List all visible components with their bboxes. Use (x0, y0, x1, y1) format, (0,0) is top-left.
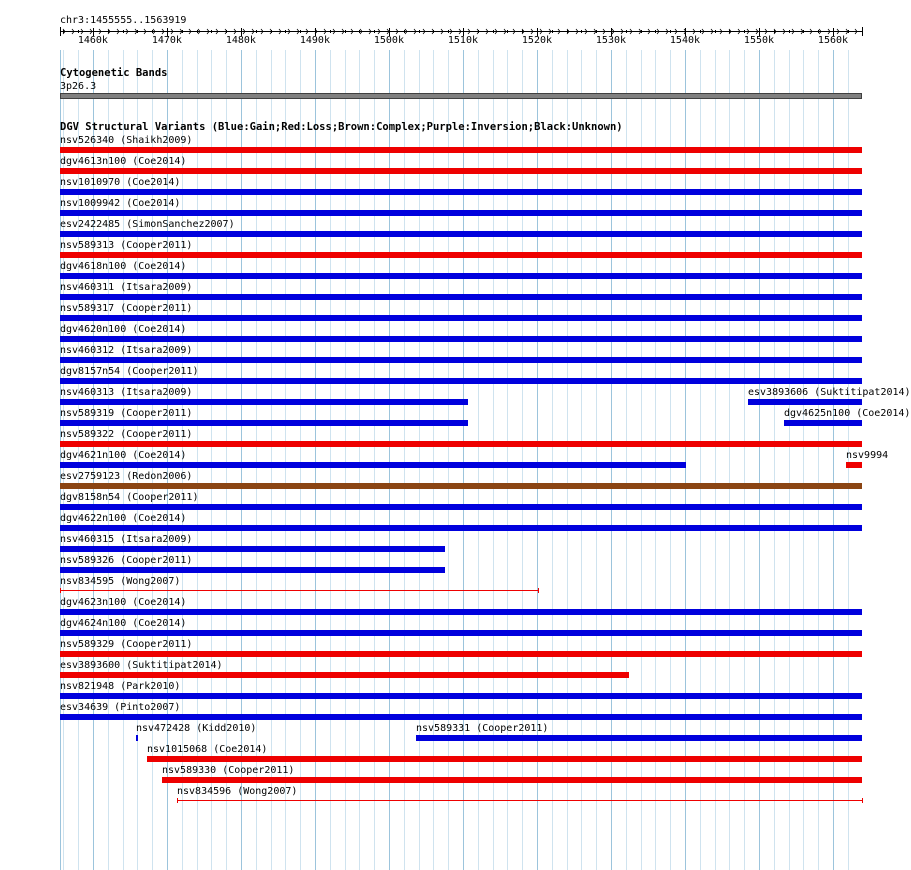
cytoband-label: 3p26.3 (60, 81, 97, 92)
sv-feature-label: dgv4613n100 (Coe2014) (60, 156, 187, 167)
sv-feature-bar[interactable] (60, 630, 862, 636)
sv-feature-label: esv34639 (Pinto2007) (60, 702, 181, 713)
sv-feature-label: nsv589329 (Cooper2011) (60, 639, 193, 650)
sv-feature-bar[interactable] (60, 609, 862, 615)
sv-feature-bar[interactable] (60, 399, 468, 405)
sv-feature-bar[interactable] (60, 147, 862, 153)
sv-feature-label: dgv4624n100 (Coe2014) (60, 618, 187, 629)
sv-feature-bar[interactable] (60, 273, 862, 279)
sv-feature-label: esv3893606 (Suktitipat2014) (748, 387, 911, 398)
sv-feature-bar[interactable] (60, 546, 445, 552)
sv-feature-line[interactable] (177, 800, 862, 801)
tick-label: 1560k (817, 35, 849, 46)
sv-feature-label: nsv589330 (Cooper2011) (162, 765, 295, 776)
sv-feature-label: nsv834596 (Wong2007) (177, 786, 298, 797)
sv-feature-bar[interactable] (60, 189, 862, 195)
sv-feature-bar[interactable] (162, 777, 862, 783)
sv-feature-label: nsv9994 (846, 450, 889, 461)
sv-feature-bar[interactable] (60, 168, 862, 174)
sv-feature-bar[interactable] (60, 231, 862, 237)
dgv-track-title: DGV Structural Variants (Blue:Gain;Red:Loss;Brown:Complex;Purple:Inversion;Black:Unknown) (60, 121, 623, 133)
sv-feature-label: nsv589326 (Cooper2011) (60, 555, 193, 566)
tick-label: 1520k (521, 35, 553, 46)
sv-feature-bar[interactable] (60, 693, 862, 699)
sv-feature-label: dgv8158n54 (Cooper2011) (60, 492, 199, 503)
tick-label: 1480k (225, 35, 256, 46)
sv-feature-label: nsv460312 (Itsara2009) (60, 345, 193, 356)
sv-feature-bar[interactable] (147, 756, 862, 762)
sv-feature-label: nsv589331 (Cooper2011) (416, 723, 549, 734)
sv-feature-endtick (538, 588, 539, 593)
sv-feature-bar[interactable] (60, 672, 629, 678)
cytoband-track-title: Cytogenetic Bands (60, 67, 168, 79)
tick-label: 1530k (595, 35, 627, 46)
sv-feature-label: dgv4623n100 (Coe2014) (60, 597, 187, 608)
locus-label: chr3:1455555..1563919 (60, 15, 187, 26)
sv-feature-bar[interactable] (60, 483, 862, 489)
sv-feature-label: nsv589322 (Cooper2011) (60, 429, 193, 440)
sv-feature-bar[interactable] (846, 462, 862, 468)
sv-feature-label: nsv1010970 (Coe2014) (60, 177, 181, 188)
sv-feature-bar[interactable] (784, 420, 862, 426)
sv-feature-label: nsv526340 (Shaikh2009) (60, 135, 193, 146)
tick-label: 1510k (447, 35, 478, 46)
sv-feature-bar[interactable] (136, 735, 138, 741)
tick-label: 1550k (743, 35, 775, 46)
sv-feature-label: esv2759123 (Redon2006) (60, 471, 193, 482)
tick-label: 1460k (77, 35, 108, 46)
sv-feature-label: dgv4618n100 (Coe2014) (60, 261, 187, 272)
sv-feature-endtick (862, 798, 863, 803)
sv-feature-label: nsv589317 (Cooper2011) (60, 303, 193, 314)
sv-feature-label: nsv460315 (Itsara2009) (60, 534, 193, 545)
sv-feature-line[interactable] (60, 590, 538, 591)
sv-feature-label: dgv4621n100 (Coe2014) (60, 450, 187, 461)
tick-label: 1500k (373, 35, 404, 46)
sv-feature-label: nsv834595 (Wong2007) (60, 576, 181, 587)
sv-feature-label: nsv821948 (Park2010) (60, 681, 181, 692)
sv-feature-bar[interactable] (60, 294, 862, 300)
sv-feature-bar[interactable] (60, 420, 468, 426)
sv-feature-label: nsv1015068 (Coe2014) (147, 744, 268, 755)
sv-feature-bar[interactable] (60, 315, 862, 321)
sv-feature-bar[interactable] (60, 504, 862, 510)
sv-feature-bar[interactable] (60, 378, 862, 384)
tick-label: 1470k (151, 35, 182, 46)
sv-feature-bar[interactable] (60, 714, 862, 720)
sv-feature-bar[interactable] (60, 651, 862, 657)
sv-feature-label: nsv589313 (Cooper2011) (60, 240, 193, 251)
sv-feature-label: esv2422485 (SimonSanchez2007) (60, 219, 235, 230)
sv-feature-bar[interactable] (60, 336, 862, 342)
sv-feature-endtick (60, 588, 61, 593)
tick-label: 1490k (299, 35, 330, 46)
sv-feature-label: esv3893600 (Suktitipat2014) (60, 660, 223, 671)
sv-feature-bar[interactable] (60, 462, 686, 468)
sv-feature-label: dgv4620n100 (Coe2014) (60, 324, 187, 335)
sv-feature-bar[interactable] (60, 525, 862, 531)
sv-feature-bar[interactable] (60, 567, 445, 573)
sv-feature-label: nsv460313 (Itsara2009) (60, 387, 193, 398)
sv-feature-label: nsv460311 (Itsara2009) (60, 282, 193, 293)
sv-feature-endtick (177, 798, 178, 803)
sv-feature-bar[interactable] (60, 357, 862, 363)
sv-feature-label: dgv8157n54 (Cooper2011) (60, 366, 199, 377)
sv-feature-label: dgv4622n100 (Coe2014) (60, 513, 187, 524)
sv-feature-bar[interactable] (748, 399, 862, 405)
tick-label: 1540k (669, 35, 701, 46)
sv-feature-label: nsv589319 (Cooper2011) (60, 408, 193, 419)
sv-feature-bar[interactable] (60, 252, 862, 258)
sv-feature-bar[interactable] (416, 735, 862, 741)
sv-feature-label: dgv4625n100 (Coe2014) (784, 408, 911, 419)
sv-feature-bar[interactable] (60, 441, 862, 447)
sv-feature-label: nsv1009942 (Coe2014) (60, 198, 181, 209)
sv-feature-label: nsv472428 (Kidd2010) (136, 723, 257, 734)
sv-feature-bar[interactable] (60, 210, 862, 216)
